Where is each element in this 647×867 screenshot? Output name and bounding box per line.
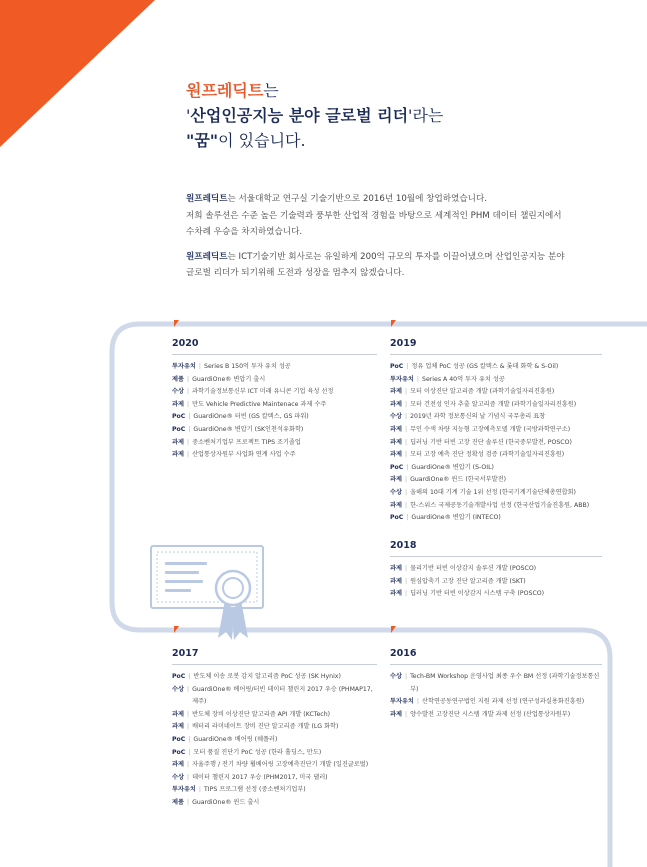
- event-row: [172, 411, 377, 424]
- event-list: [390, 563, 602, 601]
- event-text: 올해의 10대 기계 기술 1위 선정 (한국기계기술단체총연합회): [410, 488, 576, 496]
- timeline-2016: [390, 648, 602, 721]
- event-text: 물리기반 터빈 이상감지 솔루션 개발 (POSCO): [410, 565, 537, 572]
- event-row: [172, 797, 377, 810]
- event-row: [172, 424, 377, 437]
- event-category: 과제: [390, 565, 402, 572]
- event-text: 모터 건전성 인자 추출 알고리즘 개발 (과학기술일자리진흥원): [410, 400, 577, 408]
- event-row: [172, 374, 377, 387]
- event-separator: |: [404, 438, 408, 446]
- event-category: PoC: [390, 514, 404, 522]
- event-text: 산업통상자원부 사업화 연계 사업 수주: [192, 451, 296, 459]
- event-row: [172, 772, 377, 785]
- event-category: PoC: [172, 413, 186, 421]
- event-text: 딥러닝 기반 터빈 이상감지 시스템 구축 (POSCO): [410, 590, 545, 598]
- event-separator: |: [198, 786, 202, 794]
- event-text: 과학기술정보통신부 ICT 미래 유니콘 기업 육성 선정: [192, 388, 334, 396]
- event-separator: |: [186, 375, 190, 383]
- event-text: Series B 150억 투자 유치 성공: [204, 363, 291, 370]
- event-category: 투자유치: [390, 375, 414, 383]
- event-text: GuardiOne® 변압기 출시: [192, 375, 266, 383]
- event-category: 과제: [390, 451, 402, 459]
- event-separator: |: [404, 488, 408, 496]
- event-text: 2019년 과학 정보통신의 날 기념식 국무총리 표창: [410, 413, 546, 421]
- event-category: 과제: [390, 425, 402, 433]
- event-text: 반도체 장비 이상진단 알고리즘 API 개발 (KCTech): [192, 710, 331, 718]
- event-category: 과제: [172, 761, 184, 769]
- event-separator: |: [404, 400, 408, 408]
- event-text: GuardiOne® 베어링/터빈 데이터 챌린지 2017 우승 (PHMAP17, 제주): [192, 685, 373, 706]
- event-text: GuardiOne® 변압기 (SK인천석유화학): [193, 425, 304, 433]
- event-category: 수상: [390, 413, 402, 421]
- year-heading: 2016: [390, 648, 602, 665]
- event-separator: |: [404, 451, 408, 459]
- event-separator: |: [186, 685, 190, 693]
- event-separator: |: [186, 798, 190, 806]
- event-text: 반도체 이송 로봇 감지 알고리즘 PoC 성공 (SK Hynix): [193, 673, 341, 680]
- event-row: [390, 512, 602, 525]
- event-separator: |: [186, 451, 190, 459]
- event-row: [390, 709, 602, 722]
- event-separator: |: [406, 514, 409, 522]
- event-separator: |: [404, 673, 408, 680]
- year-heading: 2020: [172, 338, 377, 355]
- event-separator: |: [198, 363, 202, 370]
- event-text: GuardiOne® 베어링 (쉐플러): [193, 735, 278, 743]
- event-row: [172, 721, 377, 734]
- event-category: PoC: [172, 425, 186, 433]
- event-separator: |: [404, 413, 408, 421]
- event-row: [390, 374, 602, 387]
- event-category: 과제: [390, 710, 402, 718]
- event-text: Tech-BM Workshop 운영사업 최종 우수 BM 선정 (과학기술정보통신부): [410, 673, 600, 693]
- event-text: 중소벤처기업부 프로젝트 TIPS 조기졸업: [192, 438, 301, 446]
- event-category: 과제: [390, 476, 402, 484]
- year-heading: 2018: [390, 540, 602, 557]
- headline-line-1: 원프레딕트는: [186, 81, 279, 100]
- event-category: 투자유치: [172, 363, 196, 370]
- event-row: [390, 671, 602, 696]
- event-separator: |: [404, 425, 408, 433]
- event-row: [172, 709, 377, 722]
- event-text: TIPS 프로그램 선정 (중소벤처기업부): [204, 786, 306, 794]
- event-row: [172, 747, 377, 760]
- event-row: [390, 696, 602, 709]
- event-category: 과제: [390, 400, 402, 408]
- event-separator: |: [188, 425, 191, 433]
- event-category: PoC: [390, 363, 404, 370]
- event-category: PoC: [390, 463, 404, 471]
- event-category: 과제: [172, 400, 184, 408]
- event-row: [172, 759, 377, 772]
- event-text: 배터리 라미네이트 장비 진단 알고리즘 개발 (LG 화학): [192, 723, 339, 731]
- event-separator: |: [186, 400, 190, 408]
- event-text: 모터 품질 진단기 PoC 성공 (한라 홀딩스, 만도): [193, 748, 322, 756]
- event-text: 산학연공동연구법인 지원 과제 선정 (연구성과실용화진흥원): [422, 698, 585, 706]
- event-category: 수상: [390, 673, 402, 680]
- event-category: 제품: [172, 798, 184, 806]
- event-row: [390, 386, 602, 399]
- event-category: 과제: [172, 723, 184, 731]
- event-row: [172, 449, 377, 462]
- event-text: 데이터 챌린지 2017 우승 (PHM2017, 미국 댈러): [192, 773, 328, 781]
- intro-paragraph-2: 원프레딕트는 ICT기술기반 회사로는 유일하게 200억 규모의 투자를 이끌어냈으며 산업인공지능 분야 글로벌 리더가 되기위해 도전과 성장을 멈추지 않겠습니다.: [186, 251, 565, 278]
- event-category: 과제: [390, 438, 402, 446]
- event-category: 제품: [172, 375, 184, 383]
- event-text: 딥러닝 기반 터빈 고장 진단 솔루션 (한국중부발전, POSCO): [410, 438, 572, 446]
- event-row: [172, 684, 377, 709]
- event-category: 투자유치: [390, 698, 414, 706]
- event-row: [390, 399, 602, 412]
- event-row: [390, 500, 602, 513]
- event-separator: |: [404, 388, 408, 396]
- event-separator: |: [404, 590, 408, 598]
- event-text: 자율주행 / 전기 차량 휠베어링 고장예측진단기 개발 (일진글로벌): [192, 761, 369, 769]
- event-separator: |: [186, 773, 190, 781]
- event-row: [172, 437, 377, 450]
- event-text: 모터 이상진단 알고리즘 개발 (과학기술일자리진흥원): [410, 388, 555, 396]
- event-row: [390, 437, 602, 450]
- event-category: 과제: [390, 577, 402, 585]
- event-text: 정유 업체 PoC 성공 (GS 칼텍스 & 롯데 화학 & S-Oil): [411, 363, 559, 370]
- event-text: 양수발전 고장진단 시스템 개발 과제 선정 (산업통상자원부): [410, 710, 571, 718]
- event-text: 모터 고장 예측 진단 정확성 검증 (과학기술일자리진흥원): [410, 451, 565, 459]
- event-separator: |: [188, 748, 191, 756]
- event-row: [390, 449, 602, 462]
- event-row: [390, 576, 602, 589]
- event-text: 한-스위스 국제공동기술개발사업 선정 (한국산업기술진흥원, ABB): [410, 501, 590, 509]
- year-heading: 2019: [390, 338, 602, 355]
- event-text: GuardiOne® 터빈 (GS 칼텍스, GS 파워): [193, 413, 309, 421]
- event-separator: |: [404, 501, 408, 509]
- event-row: [390, 563, 602, 576]
- event-separator: |: [404, 565, 408, 572]
- event-row: [172, 671, 377, 684]
- event-row: [390, 361, 602, 374]
- event-separator: |: [406, 463, 409, 471]
- event-separator: |: [404, 476, 408, 484]
- event-separator: |: [416, 375, 420, 383]
- event-text: GuardiOne® 윈드 출시: [192, 798, 260, 806]
- event-separator: |: [186, 710, 190, 718]
- headline-line-3: "꿈"이 있습니다.: [186, 131, 306, 150]
- event-category: 과제: [390, 501, 402, 509]
- event-separator: |: [188, 735, 191, 743]
- event-separator: |: [404, 710, 408, 718]
- event-category: 투자유치: [172, 786, 196, 794]
- timeline-2018: [390, 540, 602, 601]
- year-heading: 2017: [172, 648, 377, 665]
- event-category: PoC: [172, 673, 186, 680]
- event-separator: |: [186, 388, 190, 396]
- event-row: [390, 487, 602, 500]
- event-text: 원심압축기 고장 진단 알고리즘 개발 (SKT): [410, 577, 526, 585]
- event-category: 수상: [390, 488, 402, 496]
- certificate-icon: [148, 540, 268, 650]
- timeline-2019: [390, 338, 602, 525]
- event-text: GuardiOne® 윈드 (한국서부발전): [410, 476, 507, 484]
- event-text: 만도 Vehicle Predictive Maintenace 과제 수주: [192, 400, 327, 408]
- event-list: [172, 361, 377, 462]
- event-category: 수상: [172, 773, 184, 781]
- event-row: [172, 784, 377, 797]
- event-separator: |: [188, 673, 191, 680]
- event-row: [172, 399, 377, 412]
- event-text: GuardiOne® 변압기 (INTECO): [411, 514, 501, 522]
- event-category: 과제: [172, 451, 184, 459]
- event-row: [390, 411, 602, 424]
- event-category: PoC: [172, 735, 186, 743]
- event-separator: |: [404, 577, 408, 585]
- event-category: 수상: [172, 388, 184, 396]
- event-category: 과제: [172, 710, 184, 718]
- event-row: [172, 361, 377, 374]
- event-category: 수상: [172, 685, 184, 693]
- event-category: 과제: [390, 388, 402, 396]
- event-separator: |: [186, 761, 190, 769]
- event-text: 무인 수색 차량 지능형 고장예측모델 개발 (국방과학연구소): [410, 425, 571, 433]
- headline-line-2: '산업인공지능 분야 글로벌 리더'라는: [186, 106, 444, 125]
- event-list: [172, 671, 377, 810]
- event-row: [390, 588, 602, 601]
- event-category: PoC: [172, 748, 186, 756]
- event-text: GuardiOne® 변압기 (S-OIL): [411, 463, 494, 471]
- event-row: [390, 424, 602, 437]
- event-category: 과제: [172, 438, 184, 446]
- event-list: [390, 671, 602, 721]
- event-separator: |: [416, 698, 420, 706]
- intro-paragraph-1: 원프레딕트는 서울대학교 연구실 기술기반으로 2016년 10월에 창업하였습니다. 저희 솔루션은 수준 높은 기술력과 풍부한 산업적 경험을 바탕으로 세계적인 PHM 데이터 챌린지에서 수차례 우승을 차지하였습니다.: [186, 194, 562, 237]
- timeline-2017: [172, 648, 377, 810]
- event-row: [390, 462, 602, 475]
- timeline-2020: [172, 338, 377, 462]
- event-row: [172, 734, 377, 747]
- event-text: Series A 40억 투자 유치 성공: [422, 375, 505, 383]
- event-row: [172, 386, 377, 399]
- event-list: [390, 361, 602, 525]
- event-separator: |: [188, 413, 191, 421]
- event-separator: |: [186, 438, 190, 446]
- event-separator: |: [186, 723, 190, 731]
- event-separator: |: [406, 363, 409, 370]
- event-row: [390, 474, 602, 487]
- event-category: 과제: [390, 590, 402, 598]
